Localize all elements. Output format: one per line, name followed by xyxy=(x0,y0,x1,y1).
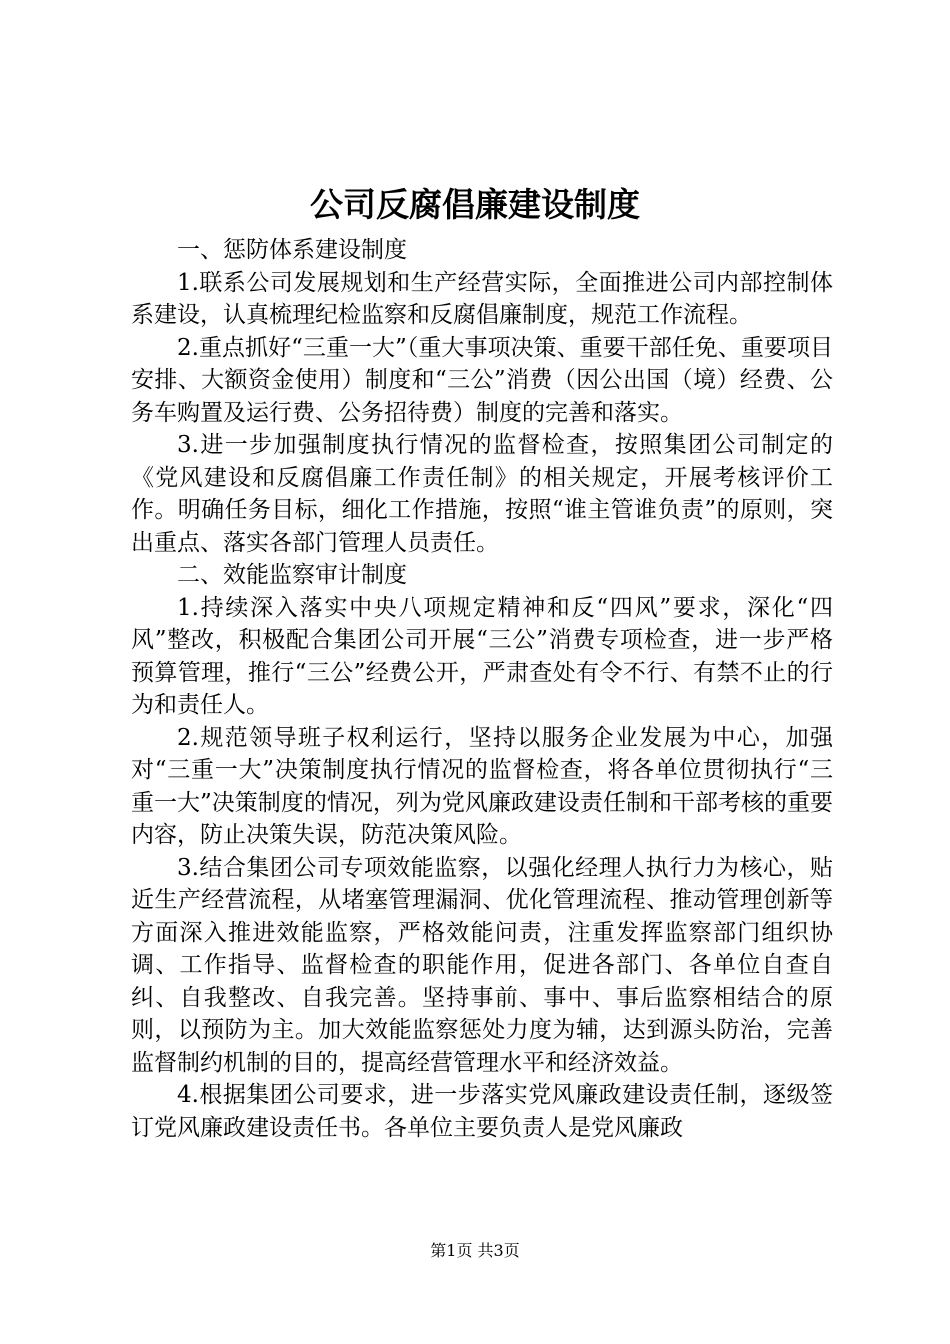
paragraph: 3.结合集团公司专项效能监察，以强化经理人执行力为核心，贴近生产经营流程，从堵塞管理漏洞、优化管理流程、推动管理创新等方面深入推进效能监察，严格效能问责，注重发挥监察部门组织协调、工作指导、监督检查的职能作用，促进各部门、各单位自查自纠、自我整改、自我完善。坚持事前、事中、事后监察相结合的原则，以预防为主。加大效能监察惩处力度为辅，达到源头防治，完善监督制约机制的目的，提高经营管理水平和经济效益。 xyxy=(131,854,833,1076)
paragraph: 2.规范领导班子权利运行，坚持以服务企业发展为中心，加强对“三重一大”决策制度执行情况的监督检查，将各单位贯彻执行“三重一大”决策制度的情况，列为党风廉政建设责任制和干部考核的重要内容，防止决策失误，防范决策风险。 xyxy=(131,724,833,848)
paragraph: 2.重点抓好“三重一大”（重大事项决策、重要干部任免、重要项目安排、大额资金使用）制度和“三公”消费（因公出国（境）经费、公务车购置及运行费、公务招待费）制度的完善和落实。 xyxy=(131,334,833,426)
paragraph: 1.持续深入落实中央八项规定精神和反“四风”要求，深化“四风”整改，积极配合集团公司开展“三公”消费专项检查，进一步严格预算管理，推行“三公”经费公开，严肃查处有令不行、有禁不止的行为和责任人。 xyxy=(131,594,833,718)
section-heading: 二、效能监察审计制度 xyxy=(177,562,407,588)
document-body xyxy=(131,234,833,1144)
document-title: 公司反腐倡廉建设制度 xyxy=(310,185,640,224)
paragraph: 4.根据集团公司要求，进一步落实党风廉政建设责任制，逐级签订党风廉政建设责任书。各单位主要负责人是党风廉政 xyxy=(131,1082,833,1141)
paragraph: 1.联系公司发展规划和生产经营实际，全面推进公司内部控制体系建设，认真梳理纪检监察和反腐倡廉制度，规范工作流程。 xyxy=(131,269,833,328)
section-heading: 一、惩防体系建设制度 xyxy=(177,237,407,263)
page-number-footer: 第1页 共3页 xyxy=(430,1241,520,1260)
paragraph: 3.进一步加强制度执行情况的监督检查，按照集团公司制定的《党风建设和反腐倡廉工作责任制》的相关规定，开展考核评价工作。明确任务目标，细化工作措施，按照“谁主管谁负责”的原则，突出重点、落实各部门管理人员责任。 xyxy=(131,432,833,556)
